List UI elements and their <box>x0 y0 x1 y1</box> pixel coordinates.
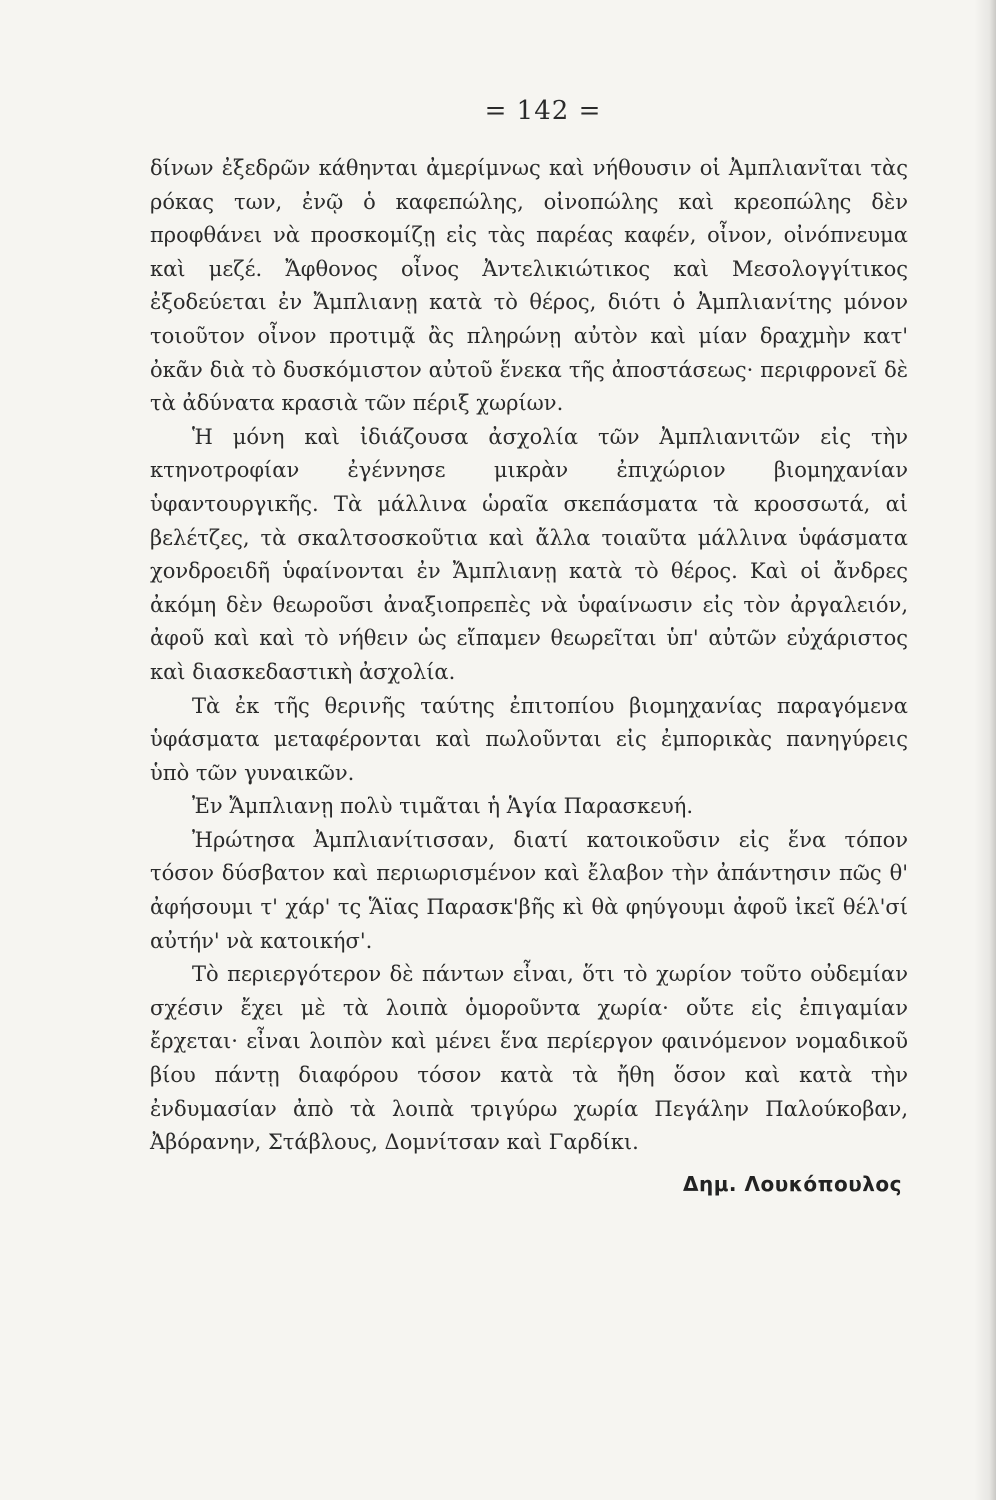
paragraph-3: Τὰ ἐκ τῆς θερινῆς ταύτης ἐπιτοπίου βιομηχανίας παραγόμενα ὑφάσματα μεταφέρονται καὶ πωλοῦνται εἰς ἐμπορικὰς πανηγύρεις ὑπὸ τῶν γυναικῶν. <box>150 693 908 785</box>
paragraph-2: Ἡ μόνη καὶ ἰδιάζουσα ἀσχολία τῶν Ἀμπλιανιτῶν εἰς τὴν κτηνοτροφίαν ἐγέννησε μικρὰν ἐπιχώριον βιομηχανίαν ὑφαντουργικῆς. Τὰ μάλλινα ὡραῖα σκεπάσματα τὰ κροσσωτά, αἱ βελέτζες, τὰ σκαλτσοσκοῦτια καὶ ἄλλα τοιαῦτα μάλλινα ὑφάσματα χονδροειδῆ ὑφαίνονται ἐν Ἄμπλιανῃ κατὰ τὸ θέρος. Καὶ οἱ ἄνδρες ἀκόμη δὲν θεωροῦσι ἀναξιοπρεπὲς νὰ ὑφαίνωσιν εἰς τὸν ἀργαλειόν, ἀφοῦ καὶ καὶ τὸ νήθειν ὡς εἴπαμεν θεωρεῖται ὑπ' αὐτῶν εὐχάριστος καὶ διασκεδαστικὴ ἀσχολία. <box>150 424 908 684</box>
body-text <box>150 152 908 1160</box>
paragraph-5: Ἠρώτησα Ἀμπλιανίτισσαν, διατί κατοικοῦσιν εἰς ἕνα τόπον τόσον δύσβατον καὶ περιωρισμένον καὶ ἔλαβον τὴν ἀπάντησιν πῶς θ' ἀφήσουμι τ' χάρ' τς Ἅϊας Παρασκ'βῆς κὶ θὰ φηύγουμι ἀφοῦ ἰκεῖ θέλ'σί αὐτήν' νὰ κατοικήσ'. <box>150 827 908 953</box>
paragraph-4: Ἐν Ἄμπλιανῃ πολὺ τιμᾶται ἡ Ἁγία Παρασκευή. <box>192 794 693 819</box>
page-edge-shadow <box>974 0 996 1500</box>
paragraph-1: δίνων ἐξεδρῶν κάθηνται ἀμερίμνως καὶ νήθουσιν οἱ Ἀμπλιανῖται τὰς ρόκας των, ἐνῷ ὁ καφεπώλης, οἰνοπώλης καὶ κρεοπώλης δὲν προφθάνει νὰ προσκομίζῃ εἰς τὰς παρέας καφέν, οἶνον, οἰνόπνευμα καὶ μεζέ. Ἄφθονος οἶνος Ἀντελικιώτικος καὶ Μεσολογγίτικος ἐξοδεύεται ἐν Ἄμπλιανῃ κατὰ τὸ θέρος, διότι ὁ Ἀμπλιανίτης μόνον τοιοῦτον οἶνον προτιμᾷ ἂς πληρώνῃ αὐτὸν καὶ μίαν δραχμὴν κατ' ὀκᾶν διὰ τὸ δυσκόμιστον αὐτοῦ ἕνεκα τῆς ἀποστάσεως· περιφρονεῖ δὲ τὰ ἀδύνατα κρασιὰ τῶν πέριξ χωρίων. <box>150 156 908 416</box>
paragraph-6: Τὸ περιεργότερον δὲ πάντων εἶναι, ὅτι τὸ χωρίον τοῦτο οὐδεμίαν σχέσιν ἔχει μὲ τὰ λοιπὰ ὁμοροῦντα χωρία· οὔτε εἰς ἐπιγαμίαν ἔρχεται· εἶναι λοιπὸν καὶ μένει ἕνα περίεργον φαινόμενον νομαδικοῦ βίου πάντῃ διαφόρου τόσον κατὰ τὰ ἤθη ὅσον καὶ κατὰ τὴν ἐνδυμασίαν ἀπὸ τὰ λοιπὰ τριγύρω χωρία Πεγάλην Παλούκοβαν, Ἀβόρανην, Στάβλους, Δομνίτσαν καὶ Γαρδίκι. <box>150 962 908 1155</box>
author-signature: Δημ. Λουκόπουλος <box>683 1172 902 1196</box>
page-number: = 142 = <box>484 96 602 126</box>
